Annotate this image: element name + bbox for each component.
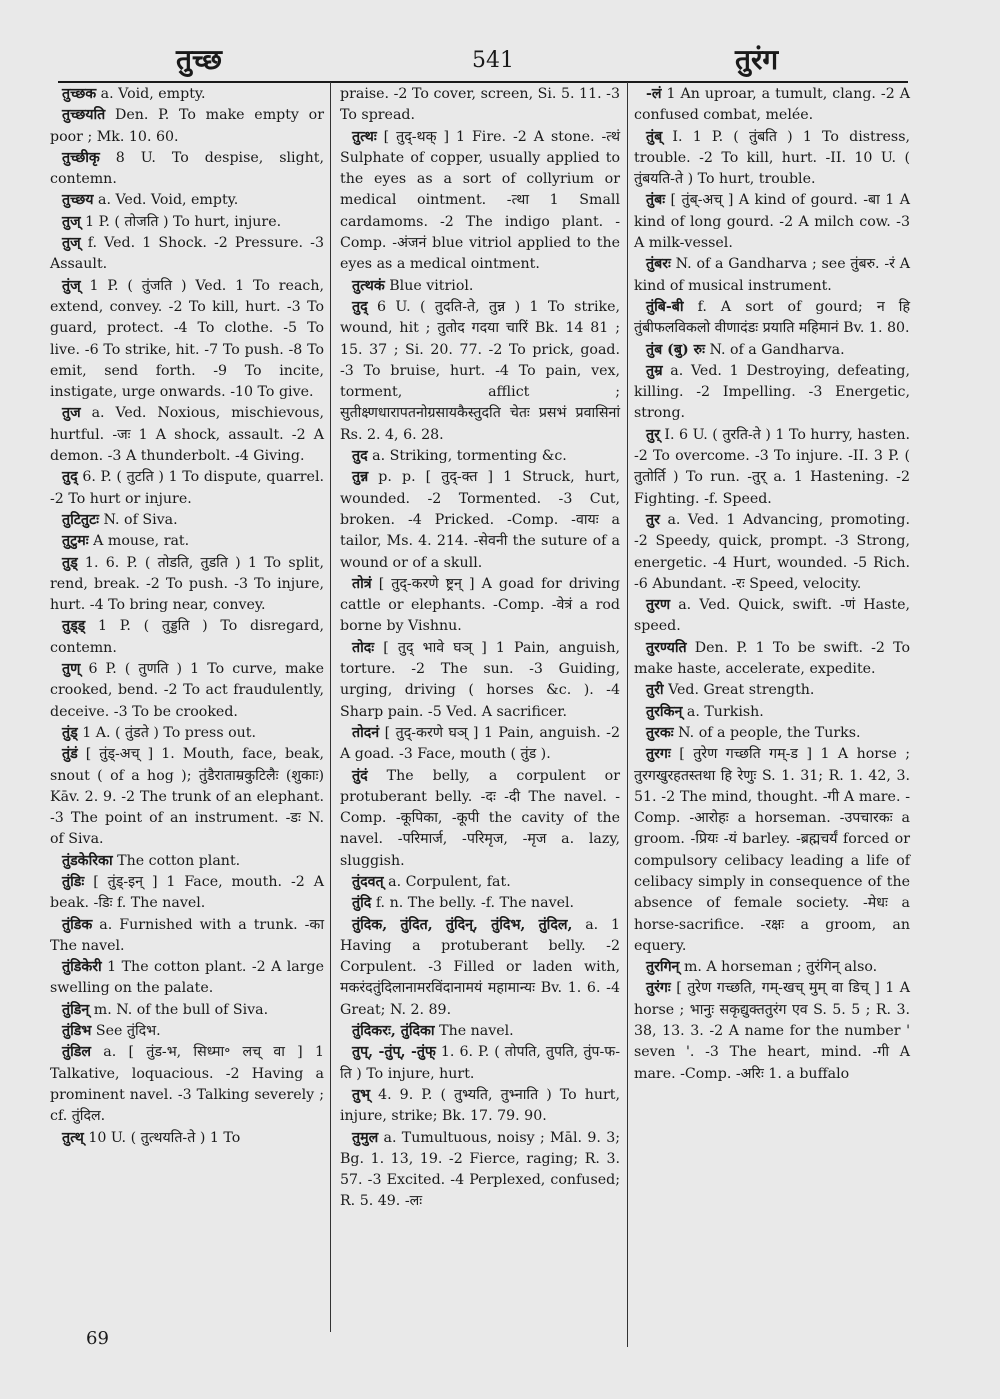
entry-headword: तुंडिन् [62, 1001, 90, 1018]
entry-headword: तुत्थ् [62, 1129, 84, 1146]
entry-definition: praise. -2 To cover, screen, Si. 5. 11. -3 To spread. [340, 86, 620, 124]
entry-headword: तोत्रं [352, 575, 372, 592]
dictionary-entry [340, 1021, 620, 1042]
entry-definition: a. Furnished with a trunk. -का The navel. [50, 916, 324, 954]
entry-headword: तोदनं [352, 724, 380, 741]
entry-definition: a. Tumultuous, noisy ; Māl. 9. 3; Bg. 1. 13, 19. -2 Fierce, raging; R. 3. 57. -3 Excited. -4 Perplexed, confused; R. 5. 49. -लः [340, 1129, 621, 1210]
dictionary-entry [634, 127, 910, 191]
entry-definition: a. Ved. 1 Destroying, defeating, killing. -2 Impelling. -3 Energetic, strong. [634, 362, 910, 422]
entry-definition: a. Ved. Void, empty. [98, 192, 239, 209]
dictionary-entry [340, 1042, 620, 1085]
entry-headword: तुंदवत् [352, 873, 384, 890]
dictionary-entry [634, 425, 910, 510]
entry-definition: f. n. The belly. -f. The navel. [375, 895, 575, 912]
entry-headword: तुज [62, 405, 81, 422]
entry-definition: 6 P. ( तुणति ) 1 To curve, make crooked, bend. -2 To act fraudulently, deceive. -3 To be crooked. [50, 661, 324, 720]
entry-definition: a. Void, empty. [100, 86, 206, 102]
dictionary-entry [340, 446, 620, 467]
entry-headword: तुच्छक [62, 86, 97, 102]
dictionary-entry [50, 851, 324, 872]
dictionary-entry [634, 957, 910, 978]
entry-definition: [ तुद्-करणे घञ् ] 1 Pain, anguish. -2 A goad. -3 Face, mouth ( तुंड ). [340, 724, 620, 763]
entry-definition: The cotton plant. [117, 852, 241, 869]
dictionary-entry [634, 638, 910, 681]
entry-definition: 1 P. ( तोजति ) To hurt, injure. [85, 213, 282, 230]
dictionary-entry [340, 723, 620, 766]
entry-headword: तुर् [646, 426, 660, 443]
entry-definition: Den. P. 1 To be swift. -2 To make haste, accelerate, expedite. [634, 639, 910, 678]
dictionary-entry [50, 659, 324, 723]
dictionary-entry [50, 510, 324, 531]
entry-definition: a. Ved. Quick, swift. -णं Haste, speed. [634, 597, 910, 635]
entry-headword: तुंबः [646, 192, 666, 209]
column-divider-1 [330, 82, 331, 1332]
entry-definition: [ तुरेण गच्छति, गम्-खच् मुम् वा डिच् ] 1 A horse ; भानुः सकृद्युक्ततुरंग एव S. 5. 5 ; R. 3. 38, 13. 3. -2 A name for the number ' seven '. -3 The heart, mind. -गी A mare. -Comp. -अरिः 1. a buffalo [634, 980, 910, 1082]
entry-definition: 1. 6. P. ( तोडति, तुडति ) 1 To split, rend, break. -2 To push. -3 To injure, hurt. -4 To bring near, convey. [50, 554, 324, 614]
dictionary-entry [340, 1128, 620, 1213]
entry-definition: a. Ved. 1 Advancing, promoting. -2 Speedy, quick, prompt. -3 Strong, energetic. -4 Hurt, wounded. -5 Rich. -6 Abundant. -रः Speed, velocity. [634, 511, 911, 592]
dictionary-entry [634, 744, 910, 957]
dictionary-entry [634, 84, 910, 127]
entry-headword: तुज् [62, 235, 81, 252]
dictionary-entry [50, 276, 324, 404]
entry-definition: Den. P. To make empty or poor ; Mk. 10. 60. [50, 107, 324, 145]
entry-definition: [ तुंड्-इन् ] 1 Face, mouth. -2 A beak. -डिः f. The navel. [50, 873, 325, 912]
column-divider-2 [627, 82, 628, 1347]
dictionary-entry [50, 467, 324, 510]
dictionary-entry [50, 1021, 324, 1042]
dictionary-entry [634, 340, 910, 361]
entry-headword: तुच्छयति [62, 107, 106, 124]
entry-headword: तुरण [646, 597, 671, 614]
entry-definition: m. A horseman ; तुरंगिन् also. [683, 959, 878, 976]
signature-mark: 69 [86, 1328, 109, 1349]
page-number: 541 [472, 48, 514, 73]
entry-definition: a. 1 Having a protuberant belly. -2 Corpulent. -3 Filled or laden with, मकरंदतुंदिलानामरविंदानामयं महामान्यः Bv. 1. 6. -4 Great; N. 2. 89. [340, 916, 620, 1018]
dictionary-entry [634, 723, 910, 744]
entry-definition: N. of Siva. [103, 511, 178, 528]
entry-headword: -लं [646, 86, 662, 102]
dictionary-entry [50, 957, 324, 1000]
entry-headword: तुरण्यति [646, 639, 687, 656]
entry-headword: तुंडं [62, 746, 78, 763]
dictionary-entry [50, 1128, 324, 1149]
entry-headword: तुद् [352, 298, 368, 315]
entry-definition: Blue vitriol. [389, 277, 474, 294]
entry-headword: तुंब (बु) रुः [646, 341, 705, 358]
entry-definition: 8 U. To despise, slight, contemn. [50, 149, 325, 188]
entry-definition: N. of a people, the Turks. [678, 724, 861, 741]
entry-definition: a. [ तुंड-भ, सिध्मा॰ लच् वा ] 1 Talkative, loquacious. -2 Having a prominent navel. -3 Talking severely ; cf. तुंदिल. [50, 1044, 324, 1125]
dictionary-entry [50, 84, 324, 105]
entry-headword: तुर [646, 511, 660, 528]
dictionary-entry [340, 1085, 620, 1128]
entry-headword: तुभ् [352, 1086, 371, 1103]
dictionary-entry [50, 915, 324, 958]
entry-headword: तुंज् [62, 277, 81, 294]
dictionary-entry [340, 467, 620, 573]
entry-definition: [ तुंड्-अच् ] 1. Mouth, face, beak, snout ( of a hog ); तुंडैराताम्रकुटिलैः (शुकाः) Kāv. 2. 9. -2 The trunk of an elephant. -3 The point of an instrument. -डः N. of Siva. [50, 746, 324, 848]
entry-definition: 6 U. ( तुदति-ते, तुन्न ) 1 To strike, wound, hit ; तुतोद गदया चारिं Bk. 14 81 ; 15. 37 ; Si. 20. 77. -2 To prick, goad. -3 To bruise, hurt. -4 To pain, vex, torment, afflict ; सुतीक्ष्णधारापतनोग्रसायकैस्तुदति चेतः प्रसभं प्रवासिनां Rs. 2. 4, 6. 28. [340, 298, 620, 443]
guide-word-right: तुरंग [735, 43, 779, 76]
entry-headword: तुरगिन् [646, 959, 680, 976]
dictionary-entry [340, 915, 620, 1021]
dictionary-entry [340, 893, 620, 914]
entry-headword: तुंदं [352, 767, 368, 784]
entry-headword: तुरगः [646, 746, 671, 763]
entry-headword: तुंब् [646, 128, 663, 145]
entry-headword: तुच्छय [62, 192, 94, 209]
dictionary-entry [340, 872, 620, 893]
dictionary-entry [634, 190, 910, 254]
entry-headword: तुच्छीकृ [62, 149, 100, 166]
entry-headword: तुरकिन् [646, 703, 683, 720]
entry-headword: तुंडकेरिका [62, 852, 113, 869]
entry-definition: m. N. of the bull of Siva. [93, 1001, 269, 1018]
entry-definition: 1 A. ( तुंडते ) To press out. [82, 724, 257, 741]
column-1 [50, 84, 324, 1149]
entry-headword: तुंड् [62, 724, 78, 741]
entry-headword: तुंदिकरः, तुंदिका [352, 1023, 435, 1040]
dictionary-entry [50, 148, 324, 191]
dictionary-entry [340, 276, 620, 297]
dictionary-entry [50, 105, 324, 148]
dictionary-entry [634, 680, 910, 701]
entry-headword: तुण् [62, 661, 81, 678]
entry-headword: तुटितुटः [62, 511, 100, 528]
column-2 [340, 84, 620, 1213]
entry-definition: 1 An uproar, a tumult, clang. -2 A confused combat, melée. [634, 86, 910, 124]
entry-headword: तुद [352, 448, 368, 465]
entry-headword: तुद् [62, 469, 78, 486]
entry-definition: 6. P. ( तुटति ) 1 To dispute, quarrel. -2 To hurt or injure. [50, 469, 325, 507]
entry-headword: तुटुमः [62, 533, 89, 550]
entry-definition: 1 P. ( तुड्डति ) To disregard, contemn. [50, 618, 324, 656]
dictionary-entry [634, 702, 910, 723]
entry-definition: I. 1 P. ( तुंबति ) 1 To distress, trouble. -2 To kill, hurt. -II. 10 U. ( तुंबयति-ते ) To hurt, trouble. [634, 128, 910, 188]
entry-definition: Ved. Great strength. [668, 682, 815, 699]
entry-definition: f. A sort of gourd; न हि तुंबीफलविकलो वीणादंडः प्रयाति महिमानं Bv. 1. 80. [634, 298, 910, 337]
dictionary-entry [634, 595, 910, 638]
dictionary-entry [634, 978, 910, 1084]
entry-headword: तुत्थः [352, 128, 377, 145]
entry-definition: [ तुद्-थक् ] 1 Fire. -2 A stone. -त्थं Sulphate of copper, usually applied to the eyes as a sort of collyrium or medical ointment. -त्था 1 Small cardamoms. -2 The indigo plant. -Comp. -अंजनं blue vitriol applied to the eyes as a medical ointment. [340, 128, 621, 273]
entry-definition: a. Turkish. [686, 703, 764, 720]
dictionary-entry [50, 723, 324, 744]
entry-definition: 4. 9. P. ( तुभ्यति, तुभ्नाति ) To hurt, injure, strike; Bk. 17. 79. 90. [340, 1086, 621, 1125]
entry-headword: तुंडिकेरी [62, 959, 102, 976]
entry-headword: तुन्न [352, 469, 369, 486]
dictionary-entry [340, 297, 620, 446]
entry-definition: 1 The cotton plant. -2 A large swelling on the palate. [50, 959, 324, 997]
page-header [0, 38, 1000, 78]
entry-definition: a. Striking, tormenting &c. [372, 448, 567, 465]
dictionary-entry [340, 84, 620, 127]
header-rule [58, 81, 908, 83]
entry-headword: तुंदि [352, 895, 372, 912]
entry-definition: p. p. [ तुद्-क्त ] 1 Struck, hurt, wounded. -2 Tormented. -3 Cut, broken. -4 Pricked. -Comp. -वायः a tailor, Ms. 4. 214. -सेवनी the suture of a wound or of a skull. [340, 469, 620, 571]
entry-headword: तोदः [352, 639, 375, 656]
dictionary-entry [340, 574, 620, 638]
dictionary-entry [634, 510, 910, 595]
entry-definition: f. Ved. 1 Shock. -2 Pressure. -3 Assault. [50, 235, 324, 273]
entry-definition: N. of a Gandharva ; see तुंबरु. -रं A kind of musical instrument. [634, 256, 910, 294]
entry-definition: 10 U. ( तुत्थयति-ते ) 1 To [88, 1129, 241, 1146]
entry-definition: See तुंदिभ. [95, 1023, 161, 1040]
entry-headword: तुरकः [646, 724, 674, 741]
entry-headword: तुप्, -तुंप्, -तुंफ् [352, 1044, 436, 1061]
dictionary-entry [340, 766, 620, 872]
entry-definition: [ तुरेण गच्छति गम्-ड ] 1 A horse ; तुरगखुरहतस्तथा हि रेणुः S. 1. 31; R. 1. 42, 3. 51. -2 The mind, thought. -गी A mare. -Comp. -आरोहः a horseman. -उपचारकः a groom. -प्रियः -यं barley. -ब्रह्मचर्यं forced or compulsory celibacy leading a life of celibacy simply in consequence of the absence of female society. -मेधः a horse-sacrifice. -रक्षः a groom, an equery. [634, 746, 910, 954]
column-3 [634, 84, 910, 1085]
dictionary-entry [340, 127, 620, 276]
entry-definition: 1. 6. P. ( तोपति, तुपति, तुंप-फ-ति ) To injure, hurt. [340, 1044, 620, 1082]
entry-definition: [ तुंब्-अच् ] A kind of gourd. -बा 1 A kind of long gourd. -2 A milch cow. -3 A milk-vessel. [634, 192, 910, 252]
entry-definition: The belly, a corpulent or protuberant belly. -दः -दी The navel. -Comp. -कूपिका, -कूपी the cavity of the navel. -परिमार्ज, -परिमृज, -मृज a. lazy, sluggish. [340, 767, 620, 869]
entry-definition: I. 6 U. ( तुरति-ते ) 1 To hurry, hasten. -2 To overcome. -3 To injure. -II. 3 P. ( तुतोर्ति ) To run. -तुर् a. 1 Hastening. -2 Fighting. -f. Speed. [634, 426, 910, 507]
dictionary-entry [340, 638, 620, 723]
entry-headword: तुमुल [352, 1129, 379, 1146]
dictionary-entry [634, 297, 910, 340]
entry-definition: a. Corpulent, fat. [388, 873, 511, 890]
entry-definition: [ तुद्-करणे ष्ट्रन् ] A goad for driving cattle or elephants. -Comp. -वेत्रं a rod borne by Vishnu. [340, 575, 621, 635]
entry-definition: [ तुद् भावे घञ् ] 1 Pain, anguish, torture. -2 The sun. -3 Guiding, urging, driving ( horses &c. ). -4 Sharp pain. -5 Ved. A sacrificer. [340, 639, 620, 720]
dictionary-entry [50, 233, 324, 276]
dictionary-entry [50, 553, 324, 617]
entry-headword: तुज् [62, 213, 81, 230]
entry-headword: तुरंगः [646, 980, 671, 997]
dictionary-entry [50, 403, 324, 467]
entry-headword: तुंबि-बी [646, 298, 684, 315]
entry-headword: तुंबरः [646, 256, 671, 273]
entry-headword: तुंडिल [62, 1044, 91, 1061]
entry-headword: तुम्र [646, 362, 663, 379]
entry-headword: तुंदिक, तुंदित, तुंदिन्, तुंदिभ, तुंदिल, [352, 916, 573, 933]
dictionary-entry [634, 254, 910, 297]
entry-headword: तुड्ड् [62, 618, 86, 635]
dictionary-entry [50, 212, 324, 233]
dictionary-entry [50, 616, 324, 659]
dictionary-entry [50, 1000, 324, 1021]
entry-definition: The navel. [439, 1023, 514, 1040]
guide-word-left: तुच्छ [176, 43, 222, 76]
entry-definition: 1 P. ( तुंजति ) Ved. 1 To reach, extend, convey. -2 To kill, hurt. -3 To guard, protect. -4 To clothe. -5 To live. -6 To strike, hit. -7 To push. -8 To emit, send forth. -9 To incite, instigate, urge onwards. -10 To give. [50, 277, 324, 401]
entry-definition: N. of a Gandharva. [709, 341, 845, 358]
dictionary-entry [50, 872, 324, 915]
entry-headword: तुत्थकं [352, 277, 385, 294]
entry-definition: a. Ved. Noxious, mischievous, hurtful. -जः 1 A shock, assault. -2 A demon. -3 A thunderbolt. -4 Giving. [50, 405, 324, 465]
dictionary-entry [50, 744, 324, 850]
entry-headword: तुंडिः [62, 873, 85, 890]
entry-headword: तुड् [62, 554, 78, 571]
entry-definition: A mouse, rat. [93, 533, 190, 550]
dictionary-entry [50, 190, 324, 211]
dictionary-entry [50, 531, 324, 552]
entry-headword: तुंडिक [62, 916, 93, 933]
dictionary-entry [50, 1042, 324, 1127]
dictionary-entry [634, 361, 910, 425]
entry-headword: तुंडिभ [62, 1023, 92, 1040]
entry-headword: तुरी [646, 682, 664, 699]
